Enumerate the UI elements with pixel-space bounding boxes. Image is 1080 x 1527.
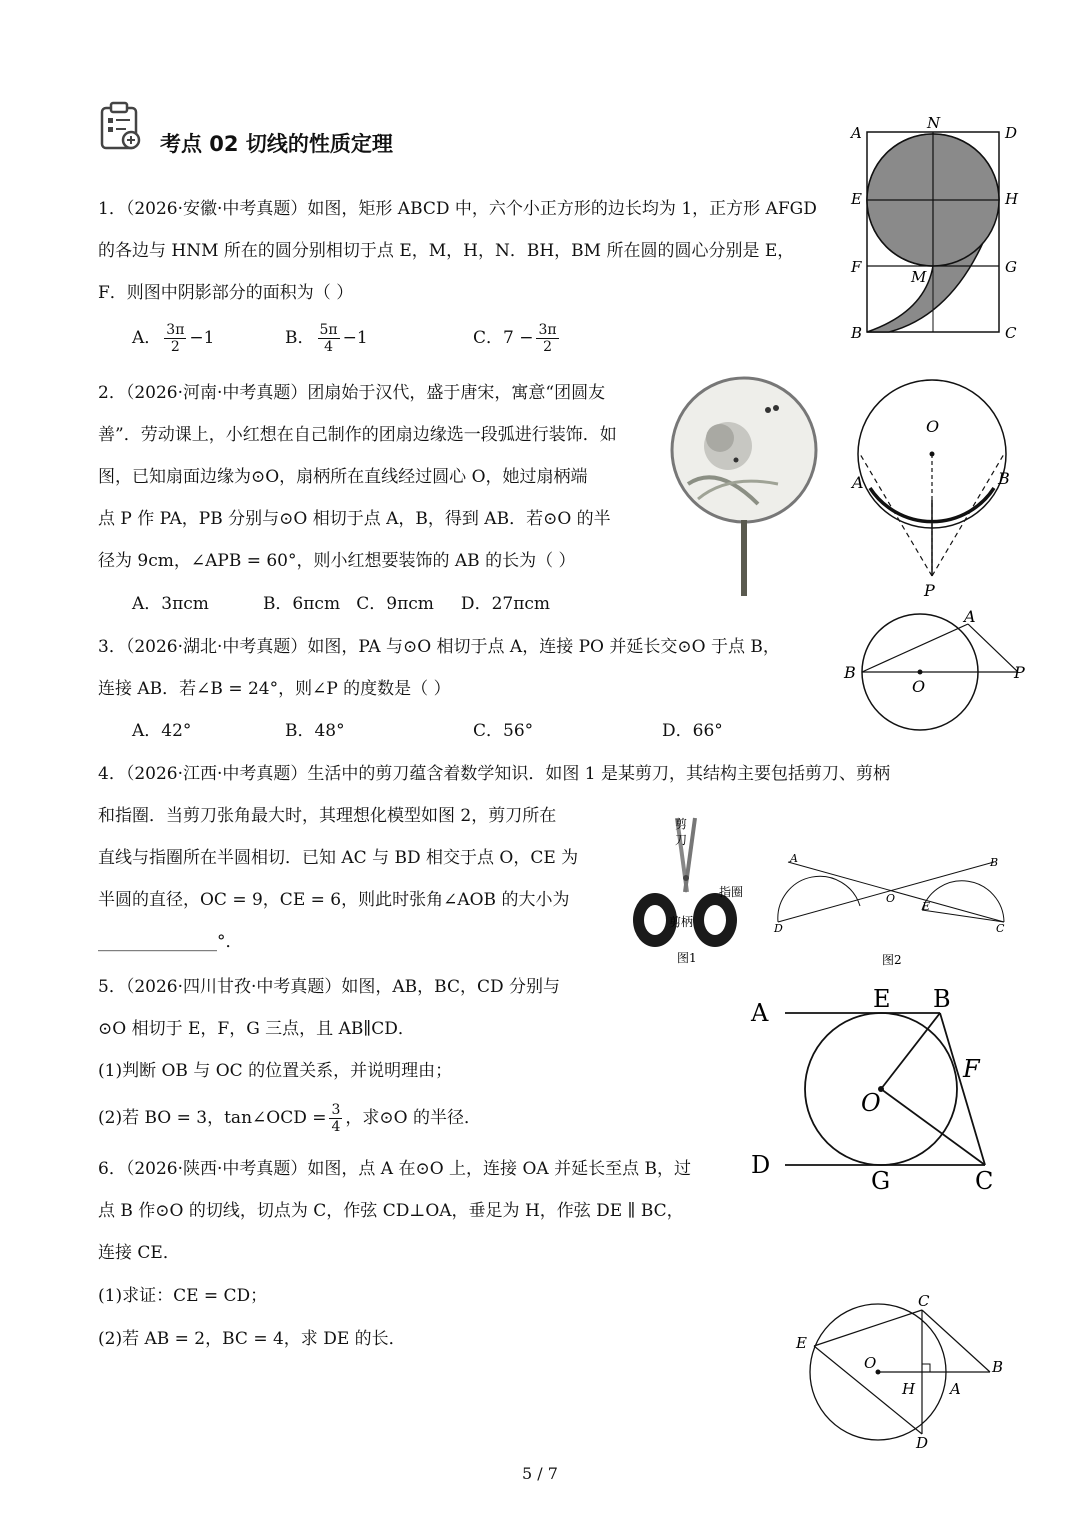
q6-label-e: E xyxy=(796,1334,807,1352)
q6-label-o: O xyxy=(864,1354,877,1372)
q4-line1: 4．（2026·江西·中考真题）生活中的剪刀蕴含着数学知识．如图 1 是某剪刀，其结构主要包括剪刀、剪柄 xyxy=(98,764,891,784)
q4-label-o: O xyxy=(886,892,896,905)
q2-figure xyxy=(840,370,1030,600)
q1-label-d: D xyxy=(1005,124,1018,142)
q4-line3: 直线与指圈所在半圆相切．已知 AC 与 BD 相交于点 O，CE 为 xyxy=(98,848,579,868)
q1-line3: F．则图中阴影部分的面积为（ ） xyxy=(98,283,354,303)
q3-line2: 连接 AB．若∠B = 24°，则∠P 的度数是（ ） xyxy=(98,679,451,699)
q6-line4: (1)求证：CE = CD； xyxy=(98,1286,268,1306)
scissor-blade-label-1: 剪 xyxy=(675,817,688,831)
q2-line1: 2．（2026·河南·中考真题）团扇始于汉代，盛于唐宋，寓意“团圆友 xyxy=(98,383,606,403)
q4-figure xyxy=(768,850,1018,972)
section-title: 考点 02 切线的性质定理 xyxy=(160,132,393,156)
q5-label-o: O xyxy=(861,1089,881,1117)
q1-option-c: C．7 − $\frac{3\pi}{2}$ xyxy=(473,322,557,355)
q4-label-c: C xyxy=(996,922,1005,935)
q1-label-c: C xyxy=(1005,324,1017,342)
q2-label-b: B xyxy=(998,469,1010,488)
q1-label-f: F xyxy=(851,258,862,276)
q4-line4: 半圆的直径，OC = 9，CE = 6，则此时张角∠AOB 的大小为 xyxy=(98,890,570,910)
q5-label-b: B xyxy=(933,985,951,1013)
scissors-photo xyxy=(625,812,755,970)
q5-figure xyxy=(745,985,1015,1195)
q2-line2: 善”．劳动课上，小红想在自己制作的团扇边缘选一段弧进行装饰．如 xyxy=(98,425,617,445)
fig1-caption: 图1 xyxy=(677,951,697,965)
q1-label-a: A xyxy=(851,124,862,142)
q3-option-c: C．56° xyxy=(473,721,534,741)
q2-label-p: P xyxy=(924,581,935,600)
q1-line2: 的各边与 HNM 所在的圆分别相切于点 E，M，H，N．BH，BM 所在圆的圆心分别是 E， xyxy=(98,241,795,261)
fig2-caption: 图2 xyxy=(882,953,902,967)
q1-label-g: G xyxy=(1005,258,1017,276)
q1-option-a: A． $\frac{3\pi}{2}$ −1 xyxy=(132,322,215,355)
q6-label-h: H xyxy=(902,1380,916,1398)
q1-figure xyxy=(845,112,1025,347)
q6-figure xyxy=(790,1288,1020,1448)
q2-options: A．3πcm B．6πcm C．9πcm D．27πcm xyxy=(132,594,551,614)
q3-option-d: D．66° xyxy=(662,721,723,741)
q5-label-f: F xyxy=(963,1055,980,1083)
q6-line1: 6．（2026·陕西·中考真题）如图，点 A 在⊙O 上，连接 OA 并延长至点 B，过 xyxy=(98,1159,691,1179)
q6-label-a: A xyxy=(950,1380,961,1398)
q1-label-m: M xyxy=(911,268,927,286)
q4-label-d: D xyxy=(774,922,783,935)
q5-line1: 5．（2026·四川甘孜·中考真题）如图，AB，BC，CD 分别与 xyxy=(98,977,561,997)
q5-label-c: C xyxy=(975,1167,994,1195)
q3-line1: 3．（2026·湖北·中考真题）如图，PA 与⊙O 相切于点 A，连接 PO 并延长交⊙O 于点 B， xyxy=(98,637,780,657)
q6-line5: (2)若 AB = 2，BC = 4，求 DE 的长． xyxy=(98,1329,406,1349)
q1-label-n: N xyxy=(927,114,941,132)
clipboard-icon xyxy=(98,100,142,152)
q6-label-d: D xyxy=(916,1434,929,1448)
q5-label-e: E xyxy=(873,985,891,1013)
q6-line2: 点 B 作⊙O 的切线，切点为 C，作弦 CD⊥OA，垂足为 H，作弦 DE ∥ BC， xyxy=(98,1201,684,1221)
q1-option-b: B． $\frac{5\pi}{4}$ −1 xyxy=(285,322,368,355)
q4-label-e: E xyxy=(922,900,931,913)
q3-label-o: O xyxy=(912,677,926,696)
q3-figure xyxy=(840,606,1035,736)
fan-photo xyxy=(668,374,820,598)
scissor-ring-label: 指圈 xyxy=(719,885,744,899)
q3-option-a: A．42° xyxy=(132,721,192,741)
q6-line3: 连接 CE． xyxy=(98,1243,180,1263)
q5-line2: ⊙O 相切于 E，F，G 三点，且 AB∥CD． xyxy=(98,1019,415,1039)
q5-line4: (2)若 BO = 3，tan∠OCD = $\frac{3}{4}$ ，求⊙O 的半径． xyxy=(98,1102,481,1135)
q1-label-b: B xyxy=(851,324,863,342)
page-number: 5 / 7 xyxy=(522,1464,558,1483)
q3-label-p: P xyxy=(1014,663,1025,682)
q1-label-h: H xyxy=(1005,190,1019,208)
q5-label-d: D xyxy=(751,1151,771,1179)
q6-label-b: B xyxy=(992,1358,1004,1376)
q1-line1: 1．（2026·安徽·中考真题）如图，矩形 ABCD 中，六个小正方形的边长均为 1，正方形 AFGD xyxy=(98,199,817,219)
q6-label-c: C xyxy=(918,1292,930,1310)
q2-line5: 径为 9cm，∠APB = 60°，则小红想要装饰的 AB 的长为（ ） xyxy=(98,551,576,571)
scissor-blade-label-2: 刀 xyxy=(675,833,688,847)
q2-line4: 点 P 作 PA，PB 分别与⊙O 相切于点 A，B，得到 AB．若⊙O 的半 xyxy=(98,509,611,529)
scissor-handle-label: 剪柄 xyxy=(669,915,694,929)
q2-label-o: O xyxy=(926,417,940,436)
q4-label-b: B xyxy=(990,856,999,869)
q5-label-g: G xyxy=(871,1167,891,1195)
q3-label-b: B xyxy=(844,663,856,682)
q3-option-b: B．48° xyxy=(285,721,345,741)
q4-line5: ______________°． xyxy=(98,932,243,952)
q4-label-a: A xyxy=(790,852,798,865)
q1-label-e: E xyxy=(851,190,862,208)
q2-line3: 图，已知扇面边缘为⊙O，扇柄所在直线经过圆心 O，她过扇柄端 xyxy=(98,467,588,487)
q3-label-a: A xyxy=(964,607,976,626)
q4-line2: 和指圈．当剪刀张角最大时，其理想化模型如图 2，剪刀所在 xyxy=(98,806,557,826)
q2-label-a: A xyxy=(852,473,864,492)
q5-label-a: A xyxy=(751,999,769,1027)
q5-line3: (1)判断 OB 与 OC 的位置关系，并说明理由； xyxy=(98,1061,453,1081)
